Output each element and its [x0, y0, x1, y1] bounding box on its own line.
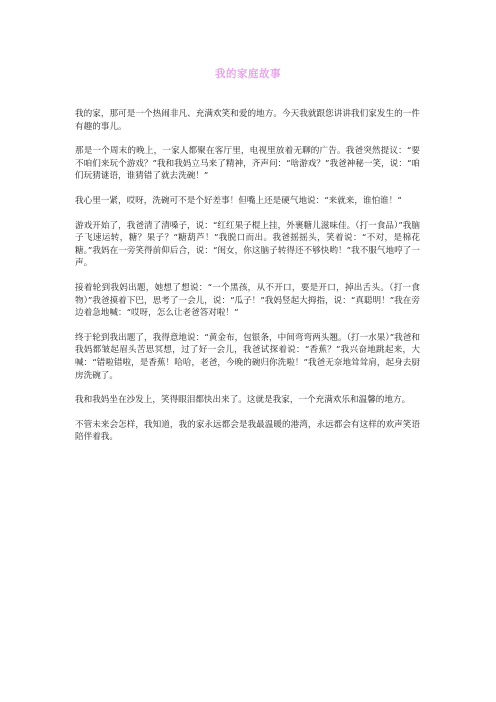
paragraph-5: 接着轮到我妈出题，她想了想说：“一个黑孩，从不开口，要是开口，掉出舌头。（打一食物）”我爸摸着下巴，思考了一会儿，说：“瓜子！”我妈竖起大拇指，说：“真聪明！”我在旁边着急地喊：“哎呀，怎么让老爸答对啦！” [75, 282, 420, 319]
paragraph-3: 我心里一紧，哎呀，洗碗可不是个好差事！但嘴上还是硬气地说：“来就来，谁怕谁！” [75, 195, 402, 206]
document-title: 我的家庭故事 [215, 68, 281, 80]
paragraph-7: 我和我妈坐在沙发上，笑得眼泪都快出来了。这就是我家，一个充满欢乐和温馨的地方。 [75, 395, 411, 406]
paragraph-1: 我的家，那可是一个热闹非凡、充满欢笑和爱的地方。今天我就跟您讲讲我们家发生的一件有趣的事儿。 [75, 109, 420, 132]
paragraph-6: 终于轮到我出题了，我得意地说：“黄金布，包银条，中间弯弯两头翘。（打一水果）”我爸和我妈都皱起眉头苦思冥想，过了好一会儿，我爸试探着说：“香蕉？”我兴奋地跳起来，大喊：“错啦错啦，是香蕉！哈哈，老爸，今晚的碗归你洗啦！”我爸无奈地耸耸肩，起身去厨房洗碗了。 [75, 332, 420, 381]
document-body [75, 108, 420, 456]
paragraph-4: 游戏开始了，我爸清了清嗓子，说：“红红果子棍上挂，外裹糖儿滋味佳。（打一食品）”我脑子飞速运转，糖？果子？“糖葫芦！”我脱口而出。我爸摇摇头，笑着说：“不对，是棉花糖。”我妈在一旁笑得前仰后合，说：“闺女，你这脑子转得还不够快哟！”我不服气地哼了一声。 [75, 220, 420, 269]
paragraph-2: 那是一个周末的晚上，一家人都聚在客厅里，电视里放着无聊的广告。我爸突然提议：“要不咱们来玩个游戏？”我和我妈立马来了精神，齐声问：“啥游戏？”我爸神秘一笑，说：“咱们玩猜谜语，谁猜错了就去洗碗！” [75, 146, 420, 182]
paragraph-8: 不管未来会怎样，我知道，我的家永远都会是我最温暖的港湾，永远都会有这样的欢声笑语陪伴着我。 [75, 419, 420, 443]
